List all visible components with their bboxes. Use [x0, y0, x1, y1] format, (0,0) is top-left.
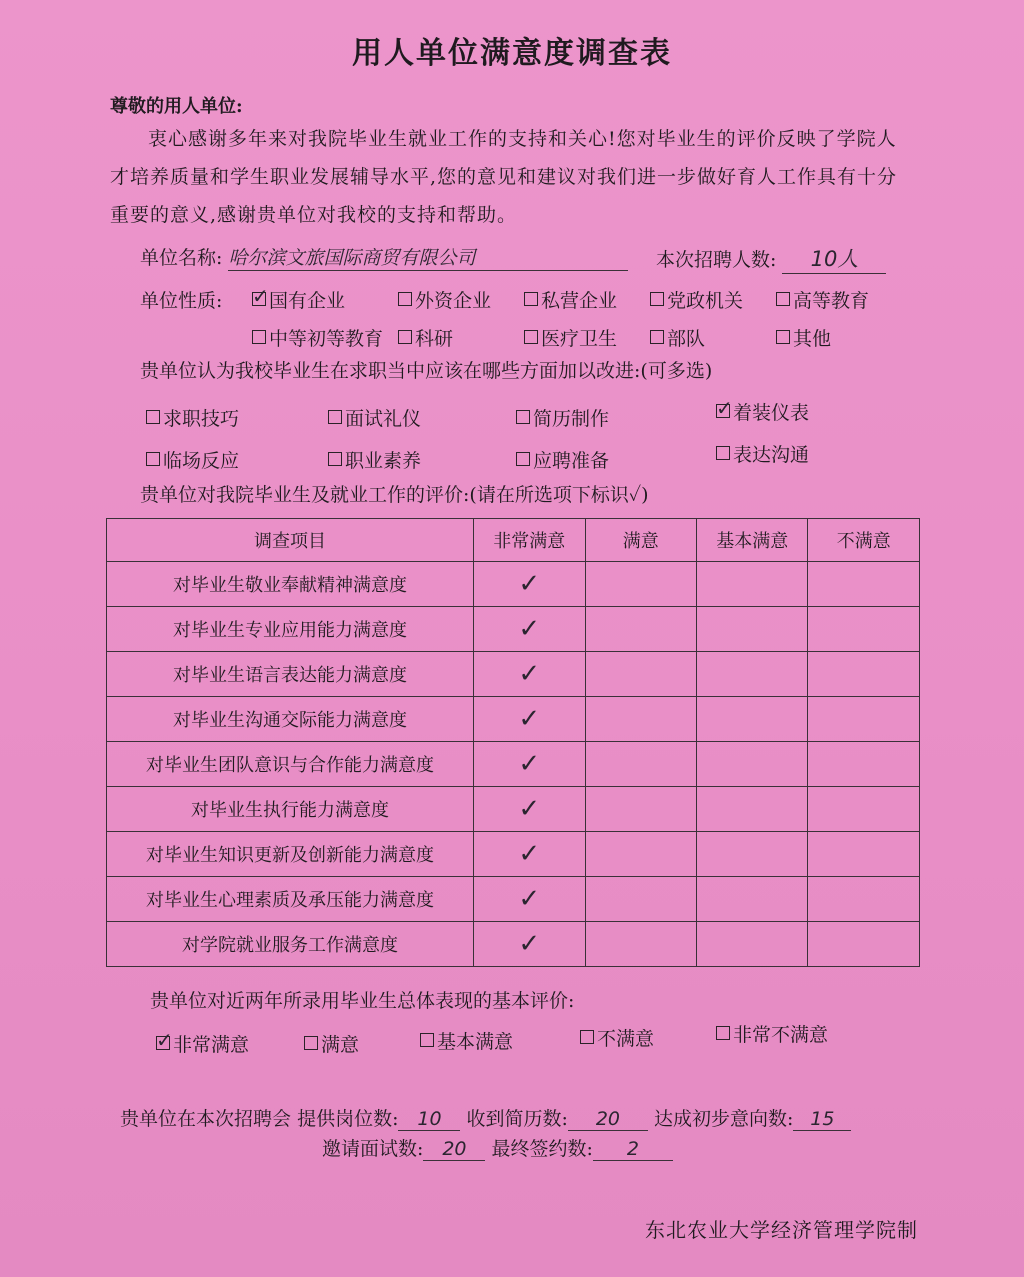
nature-option[interactable]: [398, 324, 453, 351]
rating-cell[interactable]: [585, 922, 696, 967]
header-item: 调查项目: [107, 519, 474, 562]
nature-option[interactable]: [776, 324, 831, 351]
option-label: 面试礼仪: [345, 408, 422, 430]
rating-cell[interactable]: [474, 742, 586, 787]
header-satisfied: 满意: [585, 519, 696, 562]
rating-cell[interactable]: [697, 607, 808, 652]
rating-cell[interactable]: [474, 877, 586, 922]
tick-mark-icon: ✓: [518, 749, 541, 779]
option-label: 部队: [667, 328, 706, 350]
survey-item-label: 对毕业生团队意识与合作能力满意度: [107, 742, 474, 787]
option-label: 国有企业: [269, 290, 346, 312]
table-row: [107, 787, 920, 832]
option-label: 应聘准备: [533, 450, 610, 472]
improve-option[interactable]: [328, 404, 421, 431]
overall-option[interactable]: [580, 1024, 654, 1051]
rating-cell[interactable]: [474, 832, 586, 877]
checkbox-icon[interactable]: [580, 1030, 594, 1044]
checkbox-icon[interactable]: [420, 1033, 434, 1047]
survey-item-label: 对毕业生语言表达能力满意度: [107, 652, 474, 697]
hire-count-label: 本次招聘人数:: [656, 249, 777, 271]
intro-text: 衷心感谢多年来对我院毕业生就业工作的支持和关心!您对毕业生的评价反映了学院人才培养质量和学生职业发展辅导水平,您的意见和建议对我们进一步做好育人工作具有十分重要的意义,感谢贵单位对我校的支持和帮助。: [110, 128, 898, 226]
survey-item-label: 对毕业生敬业奉献精神满意度: [107, 562, 474, 607]
interviews-field[interactable]: 20: [423, 1138, 485, 1161]
rating-cell[interactable]: [697, 922, 808, 967]
unit-nature-label: 单位性质:: [140, 290, 223, 312]
option-label: 求职技巧: [163, 408, 240, 430]
table-row: [107, 832, 920, 877]
option-label: 高等教育: [793, 290, 870, 312]
nature-option[interactable]: [524, 324, 617, 351]
footer-issuer: 东北农业大学经济管理学院制: [645, 1218, 918, 1242]
rating-cell[interactable]: [474, 562, 586, 607]
rating-cell[interactable]: [808, 832, 920, 877]
rating-cell[interactable]: [808, 742, 920, 787]
rating-cell[interactable]: [585, 652, 696, 697]
survey-item-label: 对毕业生专业应用能力满意度: [107, 607, 474, 652]
overall-question: 贵单位对近两年所录用毕业生总体表现的基本评价:: [150, 990, 575, 1012]
checked-checkbox-icon[interactable]: [252, 292, 266, 306]
survey-item-label: 对毕业生沟通交际能力满意度: [107, 697, 474, 742]
rating-cell[interactable]: [585, 607, 696, 652]
checkbox-icon[interactable]: [146, 452, 160, 466]
resumes-field[interactable]: 20: [568, 1108, 648, 1131]
option-label: 简历制作: [533, 408, 610, 430]
table-row: [107, 742, 920, 787]
signed-label: 最终签约数:: [491, 1138, 593, 1160]
interviews-label: 邀请面试数:: [322, 1138, 424, 1160]
improve-option[interactable]: [328, 446, 421, 473]
improve-option[interactable]: [516, 404, 609, 431]
checkbox-icon[interactable]: [524, 330, 538, 344]
tick-mark-icon: ✓: [518, 929, 541, 959]
nature-option[interactable]: [398, 286, 491, 313]
tick-mark-icon: ✓: [518, 794, 541, 824]
option-label: 非常满意: [173, 1034, 250, 1056]
rating-cell[interactable]: [697, 877, 808, 922]
option-label: 医疗卫生: [541, 328, 618, 350]
rating-cell[interactable]: [474, 652, 586, 697]
recruit-row-1: [120, 1104, 851, 1131]
intro-paragraph: [110, 120, 900, 234]
overall-option[interactable]: [716, 1020, 828, 1047]
rating-cell[interactable]: [808, 922, 920, 967]
checked-checkbox-icon[interactable]: [716, 404, 730, 418]
header-unsatisfied: 不满意: [808, 519, 920, 562]
evaluation-table: [106, 518, 920, 967]
tick-mark-icon: ✓: [518, 884, 541, 914]
intent-label: 达成初步意向数:: [653, 1108, 794, 1130]
evaluation-question: 贵单位对我院毕业生及就业工作的评价:(请在所选项下标识✓): [140, 484, 649, 506]
rating-cell[interactable]: [585, 742, 696, 787]
option-label: 中等初等教育: [269, 328, 384, 350]
checkbox-icon[interactable]: [716, 1026, 730, 1040]
nature-option[interactable]: [650, 324, 705, 351]
checkbox-icon[interactable]: [524, 292, 538, 306]
checkbox-icon[interactable]: [328, 452, 342, 466]
checked-checkbox-icon[interactable]: [156, 1036, 170, 1050]
checkbox-icon[interactable]: [516, 410, 530, 424]
checkbox-icon[interactable]: [776, 330, 790, 344]
rating-cell[interactable]: [808, 877, 920, 922]
checkbox-icon[interactable]: [776, 292, 790, 306]
signed-field[interactable]: 2: [593, 1138, 673, 1161]
table-row: [107, 697, 920, 742]
rating-cell[interactable]: [808, 652, 920, 697]
positions-field[interactable]: 10: [398, 1108, 460, 1131]
option-label: 党政机关: [667, 290, 744, 312]
nature-option[interactable]: [650, 286, 743, 313]
rating-cell[interactable]: [808, 562, 920, 607]
option-label: 不满意: [597, 1028, 655, 1050]
table-row: [107, 562, 920, 607]
rating-cell[interactable]: [474, 922, 586, 967]
rating-cell[interactable]: [808, 787, 920, 832]
checkbox-icon[interactable]: [716, 446, 730, 460]
tick-mark-icon: ✓: [518, 839, 541, 869]
overall-option[interactable]: [304, 1030, 359, 1057]
overall-option[interactable]: [156, 1030, 249, 1057]
survey-item-label: 对毕业生执行能力满意度: [107, 787, 474, 832]
header-very-satisfied: 非常满意: [474, 519, 586, 562]
option-label: 满意: [321, 1034, 360, 1056]
tick-mark-icon: ✓: [518, 659, 541, 689]
form-title: 用人单位满意度调查表: [352, 36, 672, 71]
checkbox-icon[interactable]: [398, 292, 412, 306]
rating-cell[interactable]: [697, 697, 808, 742]
improve-option[interactable]: [716, 440, 809, 467]
table-row: [107, 922, 920, 967]
table-header-row: [107, 519, 920, 562]
improve-option[interactable]: [516, 446, 609, 473]
nature-option[interactable]: [776, 286, 869, 313]
hire-count-row: [656, 243, 886, 274]
checkbox-icon[interactable]: [304, 1036, 318, 1050]
hire-count-field[interactable]: 10人: [782, 243, 886, 274]
table-row: [107, 877, 920, 922]
positions-label: 提供岗位数:: [297, 1108, 399, 1130]
checkbox-icon[interactable]: [650, 292, 664, 306]
option-label: 职业素养: [345, 450, 422, 472]
resumes-label: 收到简历数:: [466, 1108, 568, 1130]
rating-cell[interactable]: [697, 742, 808, 787]
intent-field[interactable]: 15: [793, 1108, 851, 1131]
option-label: 着装仪表: [733, 402, 810, 424]
survey-item-label: 对毕业生知识更新及创新能力满意度: [107, 832, 474, 877]
improve-option[interactable]: [146, 404, 239, 431]
rating-cell[interactable]: [585, 832, 696, 877]
nature-option[interactable]: [252, 286, 345, 313]
rating-cell[interactable]: [697, 832, 808, 877]
option-label: 表达沟通: [733, 444, 810, 466]
checkbox-icon[interactable]: [516, 452, 530, 466]
rating-cell[interactable]: [585, 787, 696, 832]
checkbox-icon[interactable]: [252, 330, 266, 344]
improve-option[interactable]: [146, 446, 239, 473]
nature-option[interactable]: [524, 286, 617, 313]
rating-cell[interactable]: [697, 562, 808, 607]
rating-cell[interactable]: [585, 697, 696, 742]
tick-mark-icon: ✓: [518, 614, 541, 644]
option-label: 科研: [415, 328, 454, 350]
checkbox-icon[interactable]: [146, 410, 160, 424]
rating-cell[interactable]: [585, 877, 696, 922]
rating-cell[interactable]: [474, 607, 586, 652]
overall-option[interactable]: [420, 1027, 513, 1054]
option-label: 私营企业: [541, 290, 618, 312]
option-label: 其他: [793, 328, 832, 350]
unit-name-label: 单位名称:: [140, 247, 223, 269]
rating-cell[interactable]: [474, 697, 586, 742]
improve-option[interactable]: [716, 398, 809, 425]
recruit-prefix: 贵单位在本次招聘会: [120, 1108, 292, 1130]
improve-question: 贵单位认为我校毕业生在求职当中应该在哪些方面加以改进:(可多选): [140, 360, 713, 382]
survey-item-label: 对学院就业服务工作满意度: [107, 922, 474, 967]
checkbox-icon[interactable]: [650, 330, 664, 344]
unit-name-row: [140, 243, 628, 271]
rating-cell[interactable]: [697, 787, 808, 832]
unit-name-field[interactable]: 哈尔滨文旅国际商贸有限公司: [228, 243, 628, 271]
table-row: [107, 652, 920, 697]
nature-option[interactable]: [252, 324, 383, 351]
option-label: 基本满意: [437, 1031, 514, 1053]
recruit-row-2: [322, 1134, 673, 1161]
rating-cell[interactable]: [474, 787, 586, 832]
rating-cell[interactable]: [808, 607, 920, 652]
option-label: 非常不满意: [733, 1024, 829, 1046]
option-label: 外资企业: [415, 290, 492, 312]
tick-mark-icon: ✓: [518, 569, 541, 599]
survey-item-label: 对毕业生心理素质及承压能力满意度: [107, 877, 474, 922]
tick-mark-icon: ✓: [518, 704, 541, 734]
option-label: 临场反应: [163, 450, 240, 472]
header-basically-satisfied: 基本满意: [697, 519, 808, 562]
rating-cell[interactable]: [585, 562, 696, 607]
rating-cell[interactable]: [808, 697, 920, 742]
checkbox-icon[interactable]: [328, 410, 342, 424]
greeting: 尊敬的用人单位:: [110, 96, 243, 117]
table-row: [107, 607, 920, 652]
rating-cell[interactable]: [697, 652, 808, 697]
checkbox-icon[interactable]: [398, 330, 412, 344]
